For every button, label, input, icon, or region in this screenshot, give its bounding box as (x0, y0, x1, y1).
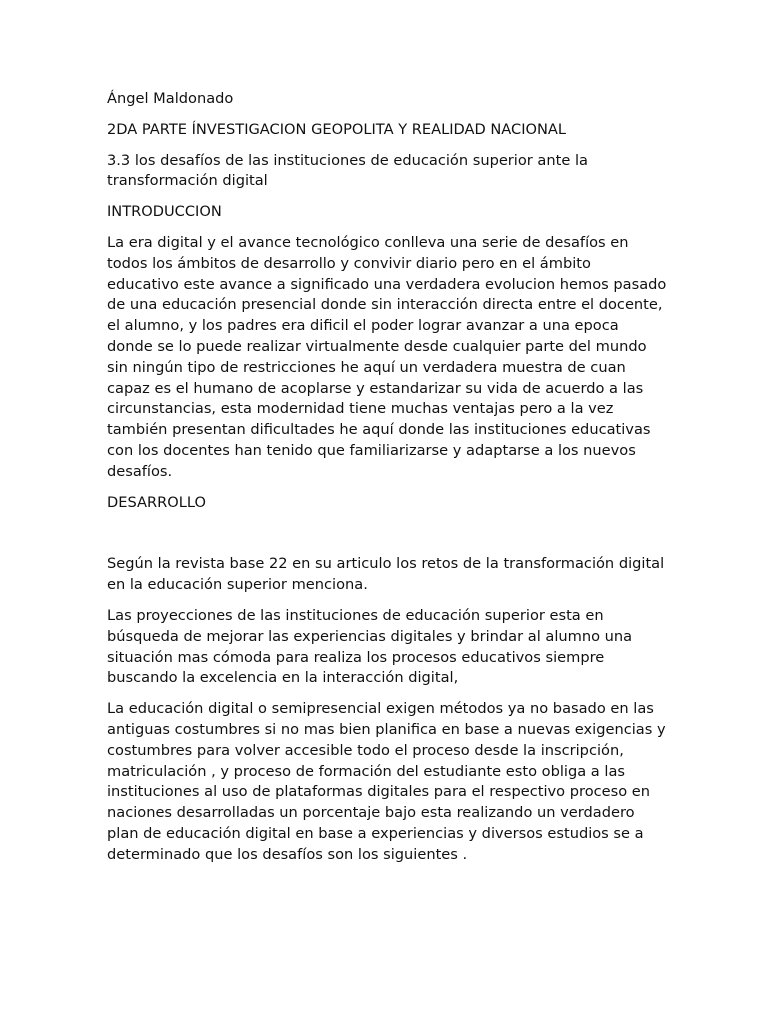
intro-paragraph: La era digital y el avance tecnológico conlleva una serie de desafíos en todos los ámbitos de desarrollo y convivir diario pero en el ámbito educativo este avance a significado una verdadera evolucion hemos pasado de una educación presencial donde sin interacción directa entre el docente, el alumno, y los padres era dificil el poder lograr avanzar a una epoca donde se lo puede realizar virtualmente desde cualquier parte del mundo sin ningún tipo de restricciones he aquí un verdadera muestra de cuan capaz es el humano de acoplarse y estandarizar su vida de acuerdo a las circunstancias, esta modernidad tiene muchas ventajas pero a la vez también presentan dificultades he aquí donde las instituciones educativas con los docentes han tenido que familiarizarse y adaptarse a los nuevos desafíos. (107, 233, 667, 480)
topic-title: 3.3 los desafíos de las instituciones de educación superior ante la transformación digital (107, 151, 588, 190)
author-name: Ángel Maldonado (107, 90, 234, 107)
development-heading: DESARROLLO (107, 493, 206, 511)
intro-heading: INTRODUCCION (107, 203, 222, 221)
part-title: 2DA PARTE ÍNVESTIGACION GEOPOLITA Y REALIDAD NACIONAL (107, 120, 567, 138)
development-paragraph-2: Las proyecciones de las instituciones de educación superior esta en búsqueda de mejorar las experiencias digitales y brindar al alumno una situación mas cómoda para realiza los procesos educativos siempre buscando la excelencia en la interacción digital, (107, 606, 633, 687)
development-paragraph-1: Según la revista base 22 en su articulo los retos de la transformación digital en la educación superior menciona. (107, 555, 665, 594)
blank-line (107, 523, 667, 554)
development-paragraph-3: La educación digital o semipresencial exigen métodos ya no basado en las antiguas costumbres si no mas bien planifica en base a nuevas exigencias y costumbres para volver accesible todo el proceso desde la inscripción, matriculación , y proceso de formación del estudiante esto obliga a las instituciones al uso de plataformas digitales para el respectivo proceso en naciones desarrolladas un porcentaje bajo esta realizando un verdadero plan de educación digital en base a experiencias y diversos estudios se a determinado que los desafíos son los siguientes . (107, 700, 666, 863)
document-page (107, 89, 667, 876)
